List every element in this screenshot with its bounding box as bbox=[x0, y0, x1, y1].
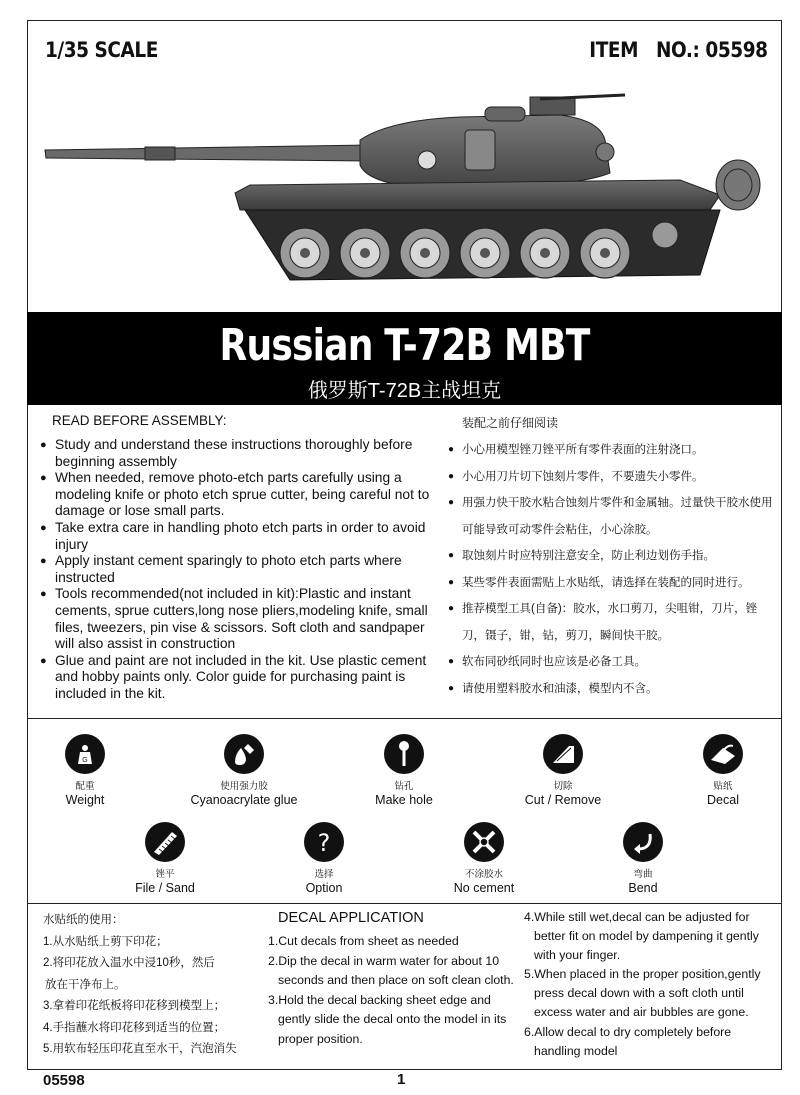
symbol-en-label: Cyanoacrylate glue bbox=[190, 793, 298, 807]
list-item: ● Apply instant cement sparingly to photo etch parts where instructed bbox=[40, 553, 440, 586]
list-item: ● Tools recommended(not included in kit):Plastic and instant cements, sprue cutters,long nose pliers,modeling knife, small files, tweezers, pin vise & scissors. Soft cloth and sandpaper will also assist in construction bbox=[40, 586, 440, 652]
symbol-decal bbox=[648, 734, 798, 807]
list-item: 5.用软布轻压印花直至水干，汽泡消失 bbox=[43, 1043, 237, 1055]
decal-instructions-cn bbox=[43, 910, 268, 1061]
list-item: ● 软布同砂纸同时也应该是必备工具。 bbox=[448, 649, 778, 676]
symbol-glue bbox=[169, 734, 319, 807]
list-item: 2.Dip the decal in warm water for about 10 seconds and then place on soft clean cloth. bbox=[268, 953, 514, 987]
symbol-file bbox=[90, 822, 240, 895]
list-item: 3.拿着印花纸板将印花移到模型上； bbox=[43, 1000, 226, 1012]
list-item: ● Take extra care in handling photo etch parts in order to avoid injury bbox=[40, 520, 440, 553]
list-item: 放在干净布上。 bbox=[45, 978, 126, 991]
symbol-en-label: Make hole bbox=[375, 793, 433, 807]
list-item: ● Glue and paint are not included in the kit. Use plastic cement and hobby paints only. Color guide for purchasing paint is included in the kit. bbox=[40, 653, 440, 703]
symbol-weight bbox=[10, 734, 160, 807]
decal-steps-en-right bbox=[524, 908, 779, 1061]
file-icon bbox=[145, 822, 185, 862]
list-item: ● 请使用塑料胶水和油漆，模型内不含。 bbox=[448, 676, 778, 703]
list-item: 3.Hold the decal backing sheet edge and gently slide the decal onto the model in its proper position. bbox=[268, 992, 507, 1046]
list-item: ● When needed, remove photo-etch parts carefully using a modeling knife or photo etch sprue cutter, being careful not to damage or lose small parts. bbox=[40, 470, 440, 520]
drill-icon bbox=[384, 734, 424, 774]
title-english: Russian T-72B MBT bbox=[219, 320, 590, 371]
no-cement-icon bbox=[464, 822, 504, 862]
symbol-cn-label: 切除 bbox=[553, 781, 573, 792]
list-item: 2.将印花放入温水中浸10秒，然后 bbox=[43, 957, 215, 969]
instructions-list-cn bbox=[448, 437, 778, 702]
title-chinese: 俄罗斯T-72B主战坦克 bbox=[307, 380, 502, 402]
list-item: 1.从水贴纸上剪下印花； bbox=[43, 935, 168, 948]
symbol-en-label: No cement bbox=[453, 881, 515, 895]
knife-icon bbox=[543, 734, 583, 774]
section-divider bbox=[27, 718, 782, 719]
symbol-cn-label: 弯曲 bbox=[633, 869, 653, 880]
list-item: ● 推荐模型工具(自备)：胶水，水口剪刀，尖咀钳，刀片，锉刀，镊子，钳，钻，剪刀，瞬间快干胶。 bbox=[448, 596, 778, 649]
decal-icon bbox=[703, 734, 743, 774]
symbol-cn-label: 锉平 bbox=[155, 869, 175, 880]
svg-text:?: ? bbox=[317, 829, 331, 857]
title-bar bbox=[27, 312, 782, 405]
symbol-en-label: Option bbox=[305, 881, 343, 895]
list-item: 4.While still wet,decal can be adjusted for better fit on model by dampening it gently with your finger. bbox=[524, 910, 759, 963]
symbol-cut bbox=[488, 734, 638, 807]
glue-drop-icon bbox=[224, 734, 264, 774]
list-item: 6.Allow decal to dry completely before handling model bbox=[524, 1024, 732, 1058]
bend-arrow-icon bbox=[623, 822, 663, 862]
symbol-option bbox=[249, 822, 399, 895]
symbol-cn-label: 配重 bbox=[75, 781, 95, 792]
list-item: ● 用强力快干胶水粘合蚀刻片零件和金属轴。过量快干胶水使用可能导致可动零件会粘住，小心涂胶。 bbox=[448, 490, 778, 543]
footer-item-number: 05598 bbox=[43, 1072, 85, 1089]
tank-illustration bbox=[40, 85, 770, 295]
symbol-cn-label: 不涂胶水 bbox=[464, 869, 503, 880]
symbol-en-label: Weight bbox=[65, 793, 105, 807]
instructions-heading-cn: 装配之前仔细阅读 bbox=[462, 416, 559, 430]
symbol-en-label: Bend bbox=[628, 881, 658, 895]
symbol-cn-label: 贴纸 bbox=[713, 781, 733, 792]
list-item: ● 小心用刀片切下蚀刻片零件，不要遗失小零件。 bbox=[448, 464, 778, 491]
symbol-cn-label: 钻孔 bbox=[394, 781, 414, 792]
symbol-cn-label: 使用强力胶 bbox=[220, 781, 268, 792]
scale-label: 1/35 SCALE bbox=[45, 38, 158, 62]
question-icon bbox=[304, 822, 344, 862]
symbol-en-label: File / Sand bbox=[135, 881, 195, 895]
decal-heading-cn: 水贴纸的使用： bbox=[43, 914, 124, 926]
item-number-label: ITEM NO.: 05598 bbox=[589, 38, 768, 62]
instructions-list-en bbox=[40, 437, 440, 703]
symbol-make-hole bbox=[329, 734, 479, 807]
symbol-en-label: Cut / Remove bbox=[524, 793, 602, 807]
instructions-heading-en: READ BEFORE ASSEMBLY: bbox=[52, 413, 227, 428]
decal-heading-en: DECAL APPLICATION bbox=[278, 910, 424, 926]
list-item: ● 取蚀刻片时应特别注意安全，防止利边划伤手指。 bbox=[448, 543, 778, 570]
symbol-cn-label: 选择 bbox=[314, 869, 334, 880]
symbol-no-cement bbox=[409, 822, 559, 895]
list-item: 5.When placed in the proper position,gently press decal down with a soft cloth until excess water and air bubbles are gone. bbox=[524, 967, 761, 1020]
list-item: 4.手指蘸水将印花移到适当的位置； bbox=[43, 1021, 226, 1034]
list-item: ● 小心用模型锉刀锉平所有零件表面的注射浇口。 bbox=[448, 437, 778, 464]
svg-text:G: G bbox=[82, 757, 88, 764]
list-item: ● 某些零件表面需贴上水贴纸，请选择在装配的同时进行。 bbox=[448, 570, 778, 597]
decal-steps-en-left bbox=[268, 932, 525, 1049]
symbol-bend bbox=[568, 822, 718, 895]
symbol-en-label: Decal bbox=[707, 793, 739, 807]
list-item: ● Study and understand these instructions thoroughly before beginning assembly bbox=[40, 437, 440, 470]
list-item: 1.Cut decals from sheet as needed bbox=[268, 934, 459, 948]
page-number: 1 bbox=[397, 1071, 406, 1088]
section-divider bbox=[27, 903, 782, 904]
weight-icon bbox=[65, 734, 105, 774]
